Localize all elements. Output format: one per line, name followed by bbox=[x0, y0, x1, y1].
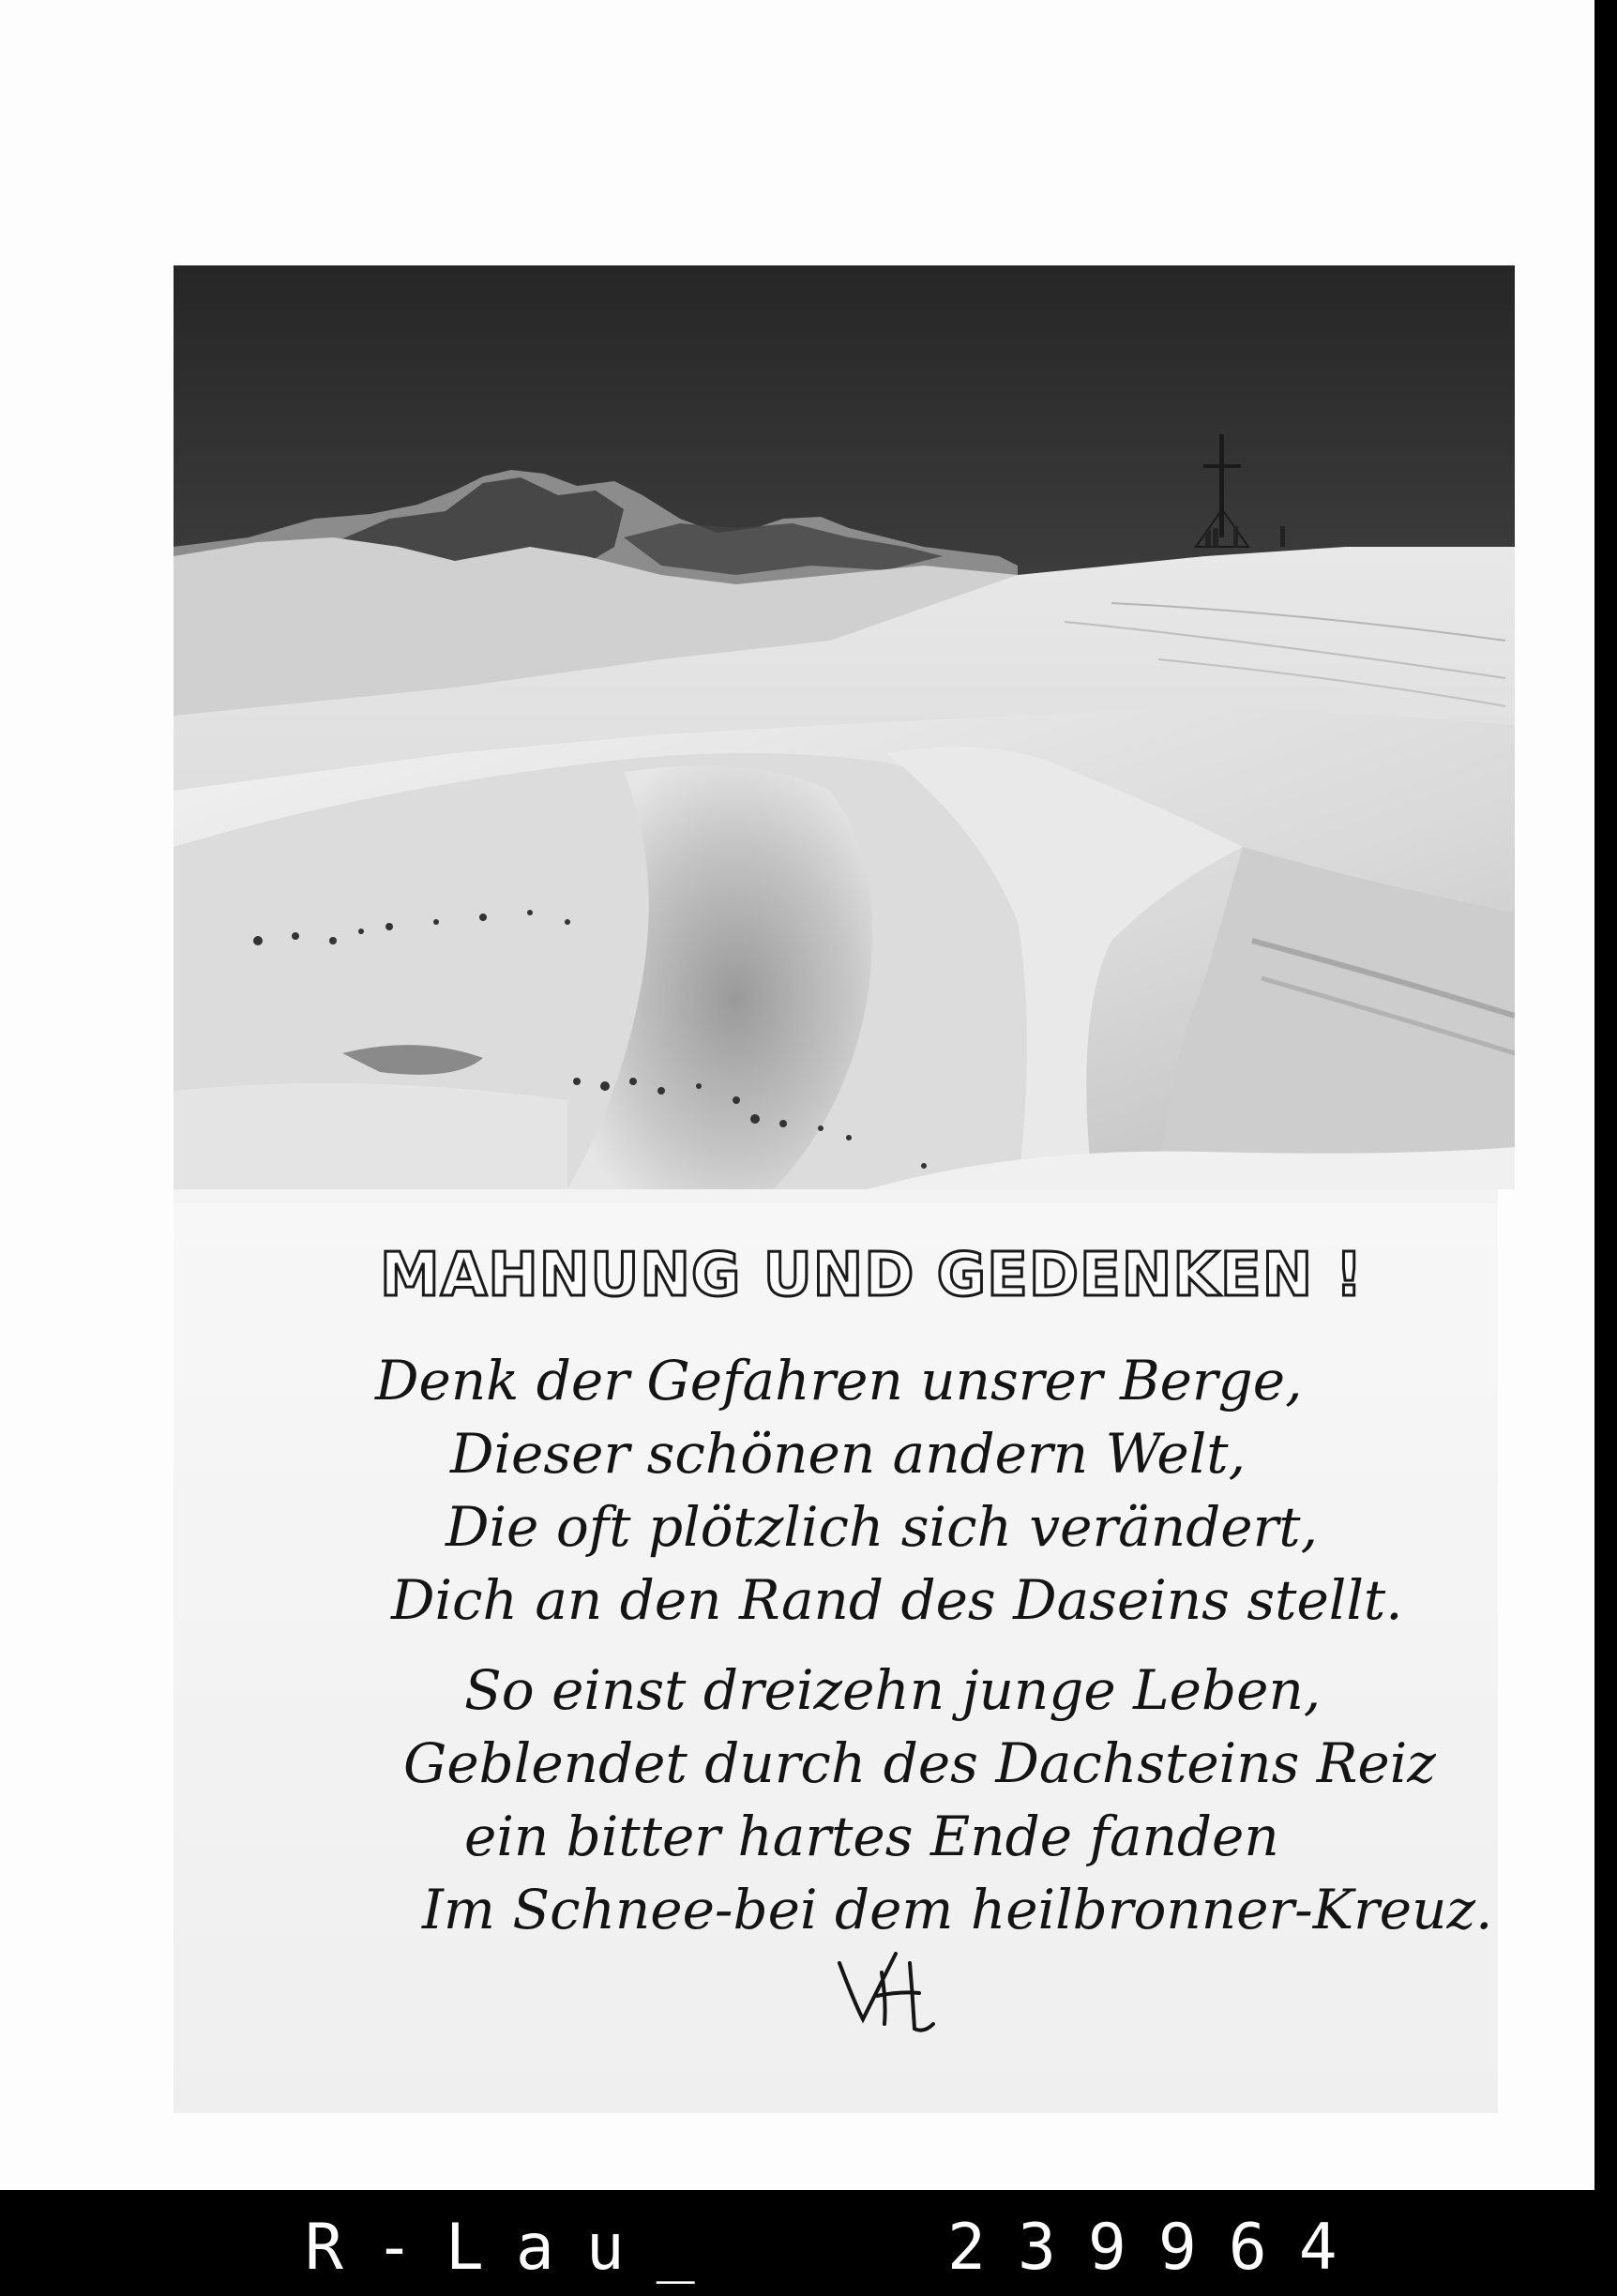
monogram-signature-icon bbox=[830, 1944, 943, 2038]
poem-line: Im Schnee-bei dem heilbronner-Kreuz. bbox=[422, 1878, 1493, 1941]
poem-title: MAHNUNG UND GEDENKEN ! bbox=[380, 1241, 1364, 1310]
poem-line: Denk der Gefahren unsrer Berge, bbox=[375, 1349, 1303, 1412]
stanza-1 bbox=[174, 1344, 1498, 1637]
archive-strip bbox=[0, 2190, 1617, 2296]
film-edge bbox=[1594, 0, 1617, 2190]
poem-line: So einst dreizehn junge Leben, bbox=[464, 1658, 1322, 1722]
poem-line: Geblendet durch des Dachsteins Reiz bbox=[403, 1731, 1436, 1795]
poem-line: Die oft plötzlich sich verändert, bbox=[446, 1495, 1319, 1559]
mountain-photo bbox=[174, 265, 1515, 1189]
archive-number: 239964 bbox=[947, 2211, 1369, 2285]
stanza-2 bbox=[174, 1654, 1498, 1946]
poem-panel bbox=[174, 1203, 1498, 2113]
postcard bbox=[174, 265, 1498, 2113]
poem-line: Dieser schönen andern Welt, bbox=[450, 1422, 1247, 1486]
poem-line: ein bitter hartes Ende fanden bbox=[464, 1805, 1279, 1868]
snow-landscape-image bbox=[174, 265, 1515, 1189]
archive-code: R-Lau_ bbox=[305, 2211, 727, 2285]
poem-line: Dich an den Rand des Daseins stellt. bbox=[391, 1568, 1403, 1632]
